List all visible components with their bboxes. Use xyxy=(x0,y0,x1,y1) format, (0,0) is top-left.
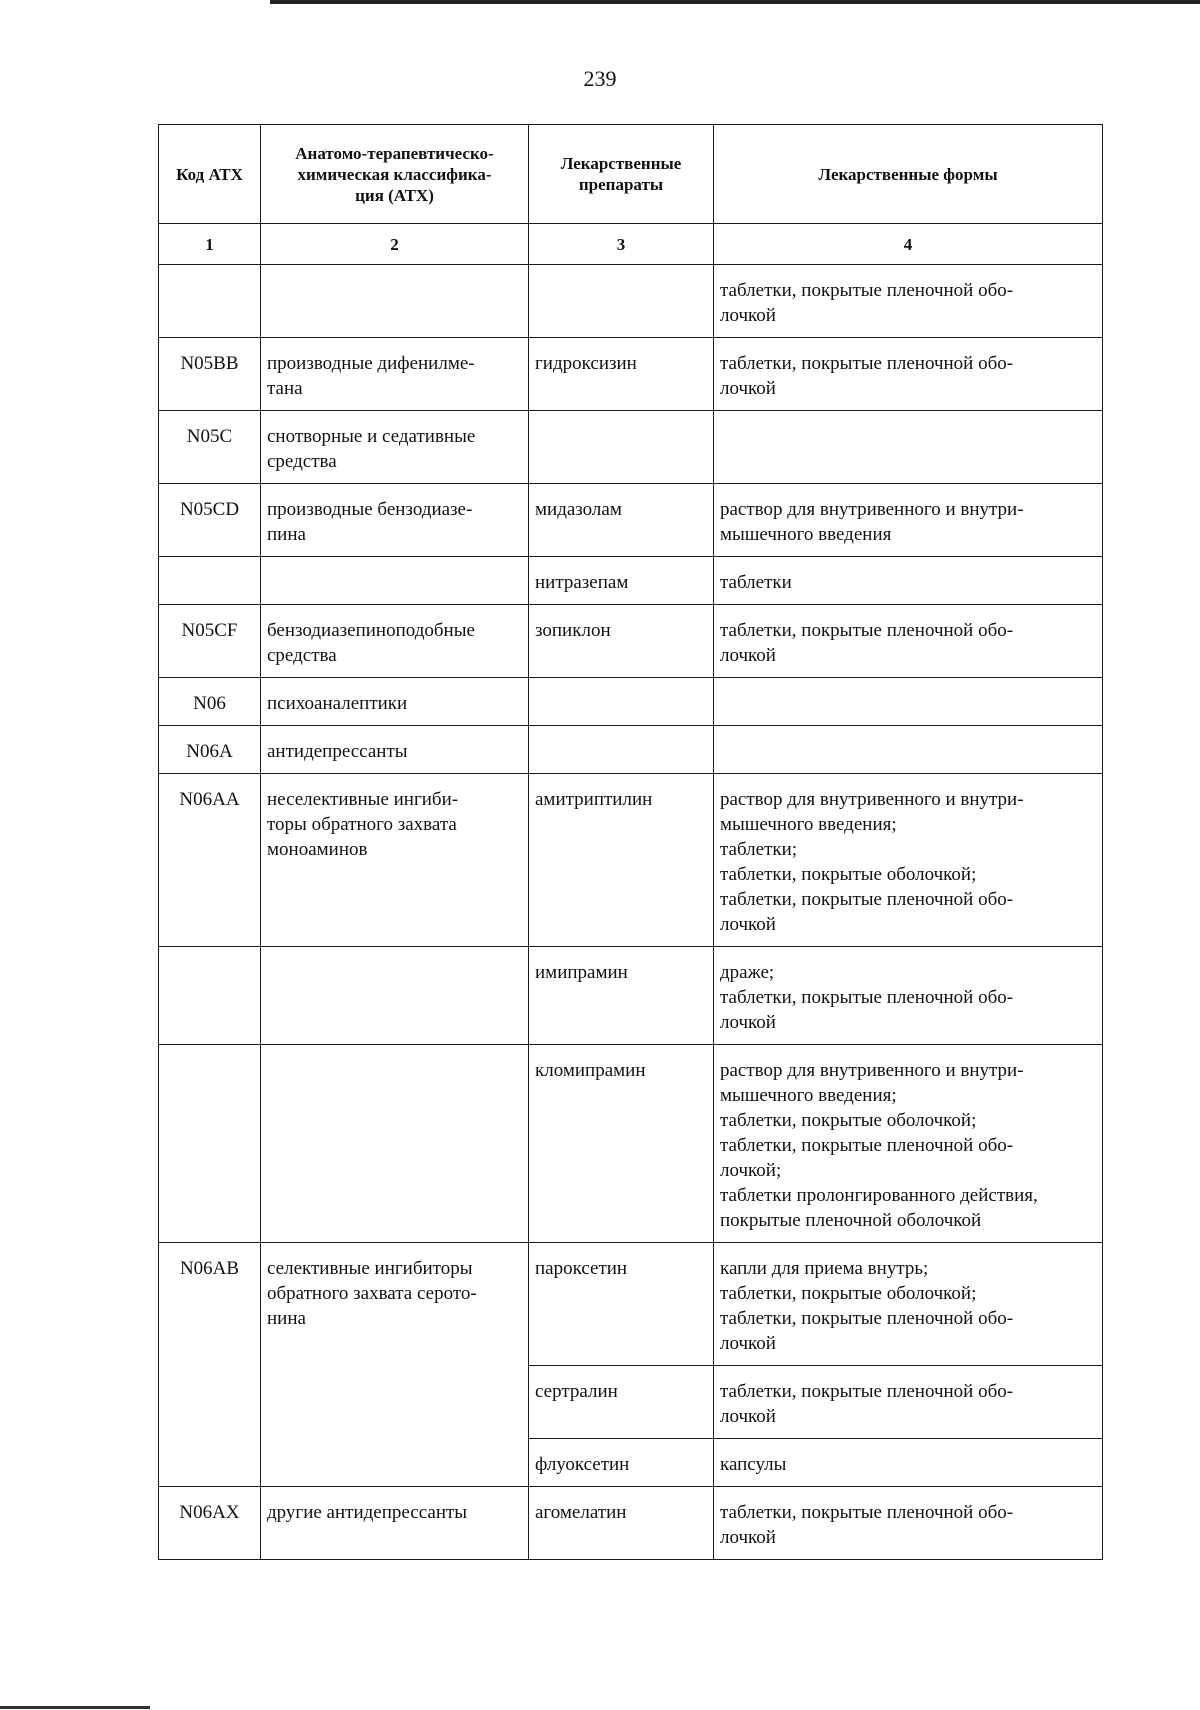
page-number: 239 xyxy=(583,66,617,91)
text-line: производные дифенилме- xyxy=(267,353,475,374)
text-line: препараты xyxy=(578,175,664,194)
table-row xyxy=(159,265,1103,338)
text-line: средства xyxy=(267,645,337,666)
table-row xyxy=(159,1243,1103,1366)
cell-dosage-forms xyxy=(714,411,1103,484)
cell-classification xyxy=(261,947,529,1045)
table-row xyxy=(159,947,1103,1045)
table-row xyxy=(159,605,1103,678)
header-dosage-forms xyxy=(714,125,1103,224)
cell-dosage-forms xyxy=(714,1243,1103,1366)
cell-atc-code: N06 xyxy=(159,678,261,726)
text-line: таблетки, покрытые пленочной обо- xyxy=(720,1135,1014,1156)
cell-dosage-forms xyxy=(714,1439,1103,1487)
cell-classification xyxy=(261,1243,529,1487)
table-body xyxy=(159,265,1103,1560)
text-line: мышечного введения; xyxy=(720,814,897,835)
text-line: таблетки, покрытые пленочной обо- xyxy=(720,1502,1014,1523)
text-line: неселективные ингиби- xyxy=(267,789,459,810)
cell-dosage-forms xyxy=(714,1366,1103,1439)
cell-dosage-forms xyxy=(714,774,1103,947)
text-line: таблетки, покрытые пленочной обо- xyxy=(720,1308,1014,1329)
text-line: покрытые пленочной оболочкой xyxy=(720,1210,982,1231)
text-line: бензодиазепиноподобные xyxy=(267,620,475,641)
column-number-row xyxy=(159,224,1103,265)
cell-classification xyxy=(261,726,529,774)
cell-atc-code: N06AA xyxy=(159,774,261,947)
text-line: лочкой; xyxy=(720,1160,782,1181)
cell-dosage-forms xyxy=(714,338,1103,411)
cell-drug: нитразепам xyxy=(529,557,714,605)
cell-dosage-forms xyxy=(714,484,1103,557)
text-line: Анатомо-терапевтическо- xyxy=(295,143,494,163)
cell-classification xyxy=(261,265,529,338)
column-number: 2 xyxy=(261,224,529,265)
cell-drug: имипрамин xyxy=(529,947,714,1045)
text-line: мышечного введения; xyxy=(720,1085,897,1106)
cell-classification xyxy=(261,1487,529,1560)
table-row xyxy=(159,678,1103,726)
text-line: таблетки xyxy=(720,572,792,593)
text-line: лочкой xyxy=(720,914,776,935)
text-line: таблетки, покрытые пленочной обо- xyxy=(720,620,1014,641)
text-line: таблетки, покрытые пленочной обо- xyxy=(720,889,1014,910)
cell-classification xyxy=(261,557,529,605)
text-line: лочкой xyxy=(720,1333,776,1354)
cell-drug: кломипрамин xyxy=(529,1045,714,1243)
text-line: таблетки, покрытые пленочной обо- xyxy=(720,280,1014,301)
table-row xyxy=(159,557,1103,605)
cell-atc-code xyxy=(159,947,261,1045)
text-line: лочкой xyxy=(720,1527,776,1548)
cell-atc-code: N06A xyxy=(159,726,261,774)
cell-drug: агомелатин xyxy=(529,1487,714,1560)
text-line: пина xyxy=(267,524,306,545)
text-line: обратного захвата серото- xyxy=(267,1283,477,1304)
text-line: таблетки, покрытые пленочной обо- xyxy=(720,1381,1014,1402)
table-row xyxy=(159,726,1103,774)
cell-dosage-forms xyxy=(714,1487,1103,1560)
cell-classification xyxy=(261,484,529,557)
cell-classification xyxy=(261,338,529,411)
text-line: таблетки, покрытые оболочкой; xyxy=(720,1110,977,1131)
cell-drug: пароксетин xyxy=(529,1243,714,1366)
text-line: таблетки, покрытые оболочкой; xyxy=(720,1283,977,1304)
cell-drug: флуоксетин xyxy=(529,1439,714,1487)
text-line: раствор для внутривенного и внутри- xyxy=(720,1060,1024,1081)
table-row xyxy=(159,338,1103,411)
cell-atc-code: N05CF xyxy=(159,605,261,678)
text-line: химическая классифика- xyxy=(297,164,492,184)
text-line: торы обратного захвата xyxy=(267,814,457,835)
cell-drug: гидроксизин xyxy=(529,338,714,411)
cell-classification xyxy=(261,411,529,484)
table-row xyxy=(159,484,1103,557)
cell-classification xyxy=(261,774,529,947)
table-row xyxy=(159,1487,1103,1560)
cell-atc-code: N05CD xyxy=(159,484,261,557)
cell-dosage-forms xyxy=(714,557,1103,605)
cell-drug: зопиклон xyxy=(529,605,714,678)
column-number: 4 xyxy=(714,224,1103,265)
text-line: тана xyxy=(267,378,303,399)
text-line: капсулы xyxy=(720,1454,787,1475)
text-line: лочкой xyxy=(720,1406,776,1427)
text-line: другие антидепрессанты xyxy=(267,1502,468,1523)
text-line: таблетки; xyxy=(720,839,798,860)
cell-atc-code xyxy=(159,1045,261,1243)
text-line: таблетки, покрытые пленочной обо- xyxy=(720,353,1014,374)
atc-classification-table xyxy=(158,124,1103,1560)
cell-drug: сертралин xyxy=(529,1366,714,1439)
text-line: таблетки пролонгированного действия, xyxy=(720,1185,1038,1206)
cell-atc-code xyxy=(159,265,261,338)
text-line: Лекарственные формы xyxy=(818,164,998,184)
cell-dosage-forms xyxy=(714,678,1103,726)
cell-drug xyxy=(529,678,714,726)
text-line: драже; xyxy=(720,962,775,983)
header-atc-classification xyxy=(261,125,529,224)
text-line: селективные ингибиторы xyxy=(267,1258,473,1279)
header-drugs xyxy=(529,125,714,224)
cell-dosage-forms xyxy=(714,1045,1103,1243)
text-line: средства xyxy=(267,451,337,472)
cell-dosage-forms xyxy=(714,265,1103,338)
text-line: антидепрессанты xyxy=(267,741,408,762)
text-line: таблетки, покрытые оболочкой; xyxy=(720,864,977,885)
text-line: капли для приема внутрь; xyxy=(720,1258,929,1279)
text-line: моноаминов xyxy=(267,839,368,860)
top-edge-rule xyxy=(270,0,1200,4)
cell-atc-code: N06AB xyxy=(159,1243,261,1487)
cell-drug xyxy=(529,726,714,774)
text-line: мышечного введения xyxy=(720,524,892,545)
cell-atc-code: N05C xyxy=(159,411,261,484)
text-line: лочкой xyxy=(720,645,776,666)
cell-drug xyxy=(529,411,714,484)
text-line: ция (АТХ) xyxy=(355,185,434,205)
text-line: лочкой xyxy=(720,305,776,326)
cell-dosage-forms xyxy=(714,947,1103,1045)
header-atc-code xyxy=(159,125,261,224)
text-line: раствор для внутривенного и внутри- xyxy=(720,499,1024,520)
text-line: Лекарственные xyxy=(560,154,682,173)
column-number: 1 xyxy=(159,224,261,265)
cell-drug: мидазолам xyxy=(529,484,714,557)
cell-dosage-forms xyxy=(714,605,1103,678)
text-line: нина xyxy=(267,1308,306,1329)
table-row xyxy=(159,411,1103,484)
text-line: лочкой xyxy=(720,1012,776,1033)
cell-classification xyxy=(261,605,529,678)
table-row xyxy=(159,774,1103,947)
cell-drug xyxy=(529,265,714,338)
cell-atc-code: N05BB xyxy=(159,338,261,411)
cell-atc-code: N06AX xyxy=(159,1487,261,1560)
text-line: таблетки, покрытые пленочной обо- xyxy=(720,987,1014,1008)
table-row xyxy=(159,1045,1103,1243)
text-line: лочкой xyxy=(720,378,776,399)
text-line: Код АТХ xyxy=(176,164,243,184)
text-line: снотворные и седативные xyxy=(267,426,476,447)
bottom-edge-rule xyxy=(0,1706,150,1709)
cell-classification xyxy=(261,678,529,726)
text-line: психоаналептики xyxy=(267,693,408,714)
text-line: производные бензодиазе- xyxy=(267,499,473,520)
cell-atc-code xyxy=(159,557,261,605)
text-line: раствор для внутривенного и внутри- xyxy=(720,789,1024,810)
table-header-row xyxy=(159,125,1103,224)
column-number: 3 xyxy=(529,224,714,265)
cell-drug: амитриптилин xyxy=(529,774,714,947)
cell-dosage-forms xyxy=(714,726,1103,774)
cell-classification xyxy=(261,1045,529,1243)
